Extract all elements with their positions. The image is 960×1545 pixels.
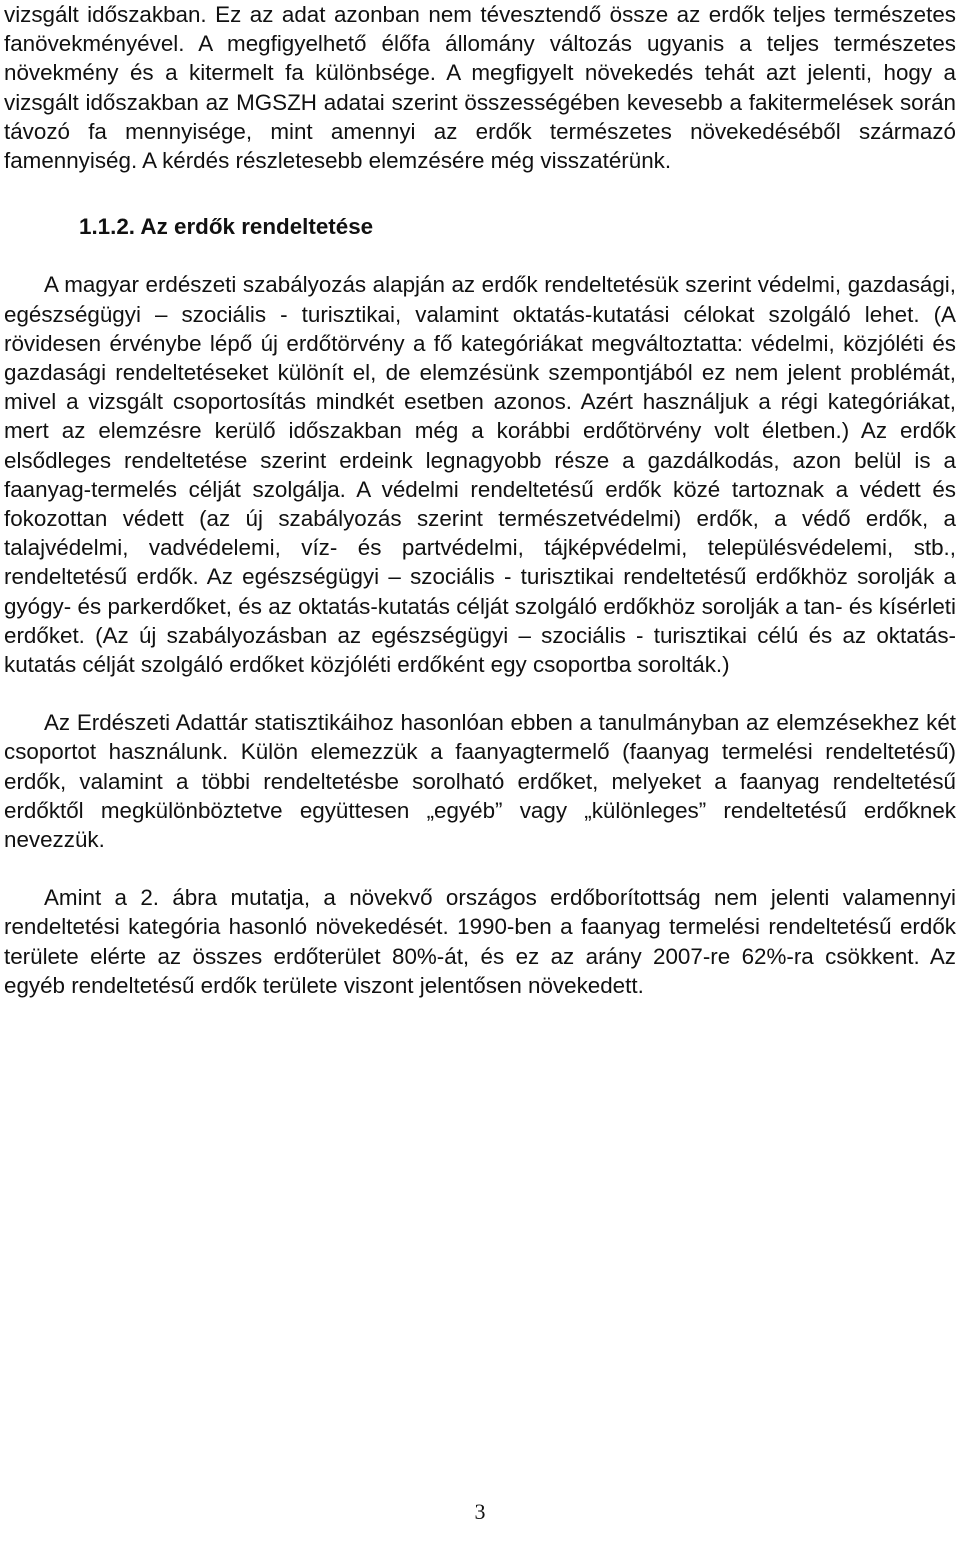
paragraph-forest-purposes: A magyar erdészeti szabályozás alapján az erdők rendeltetésük szerint védelmi, gazdasági, egészségügyi – szociális - turisztikai, valamint oktatás-kutatási célokat szolgáló lehet. (A rövidesen érvénybe lépő új erdőtörvény a fő kategóriákat megváltoztatta: védelmi, közjóléti és gazdasági rendeltetéseket különít el, de elemzésünk szempontjából ez nem jelent problémát, mivel a vizsgált csoportosítás mindkét esetben azonos. Azért használjuk a régi kategóriákat, mert az elemzésre kerülő időszakban még a korábbi erdőtörvény volt életben.) Az erdők elsődleges rendeltetése szerint erdeink legnagyobb része a gazdálkodás, azon belül is a faanyag-termelés célját szolgálja. A védelmi rendeltetésű erdők közé tartoznak a védett és fokozottan védett (az új szabályozás szerint természetvédelmi) erdők, a védő erdők, a talajvédelmi, vadvédelemi, víz- és partvédelmi, tájképvédelmi, településvédelemi, stb., rendeltetésű erdők. Az egészségügyi – szociális - turisztikai rendeltetésű erdőkhöz sorolják a gyógy- és parkerdőket, és az oktatás-kutatás célját szolgáló erdőkhöz sorolják a tan- és kísérleti erdőket. (Az új szabályozásban az egészségügyi – szociális - turisztikai célú és az oktatás-kutatás célját szolgáló erdőket közjóléti erdőként egy csoportba sorolták.) [4,272,956,678]
document-page [4,0,956,1000]
section-heading: 1.1.2. Az erdők rendeltetése [79,214,374,240]
paragraph-figure-reference: Amint a 2. ábra mutatja, a növekvő országos erdőborítottság nem jelenti valamennyi rendeltetési kategória hasonló növekedését. 1990-ben a faanyag termelési rendeltetésű erdők területe elérte az összes erdőterület 80%-át, és ez az arány 2007-re 62%-ra csökkent. Az egyéb rendeltetésű erdők területe viszont jelentősen növekedett. [4,885,956,998]
paragraph-groups: Az Erdészeti Adattár statisztikáihoz hasonlóan ebben a tanulmányban az elemzésekhez két csoportot használunk. Külön elemezzük a faanyagtermelő (faanyag termelési rendeltetésű) erdők, valamint a többi rendeltetésbe sorolható erdőket, melyeket a faanyag rendeltetésű erdőktől megkülönböztetve együttesen „egyéb” vagy „különleges” rendeltetésű erdőknek nevezzük. [4,710,956,853]
page-number: 3 [474,1499,486,1524]
paragraph-continuation: vizsgált időszakban. Ez az adat azonban nem tévesztendő össze az erdők teljes természetes fanövekményével. A megfigyelhető élőfa állomány változás ugyanis a teljes természetes növekmény és a kitermelt fa különbsége. A megfigyelt növekedés tehát azt jelenti, hogy a vizsgált időszakban az MGSZH adatai szerint összességében kevesebb a fakitermelések során távozó fa mennyisége, mint amennyi az erdők természetes növekedéséből származó famennyiség. A kérdés részletesebb elemzésére még visszatérünk. [4,2,956,174]
